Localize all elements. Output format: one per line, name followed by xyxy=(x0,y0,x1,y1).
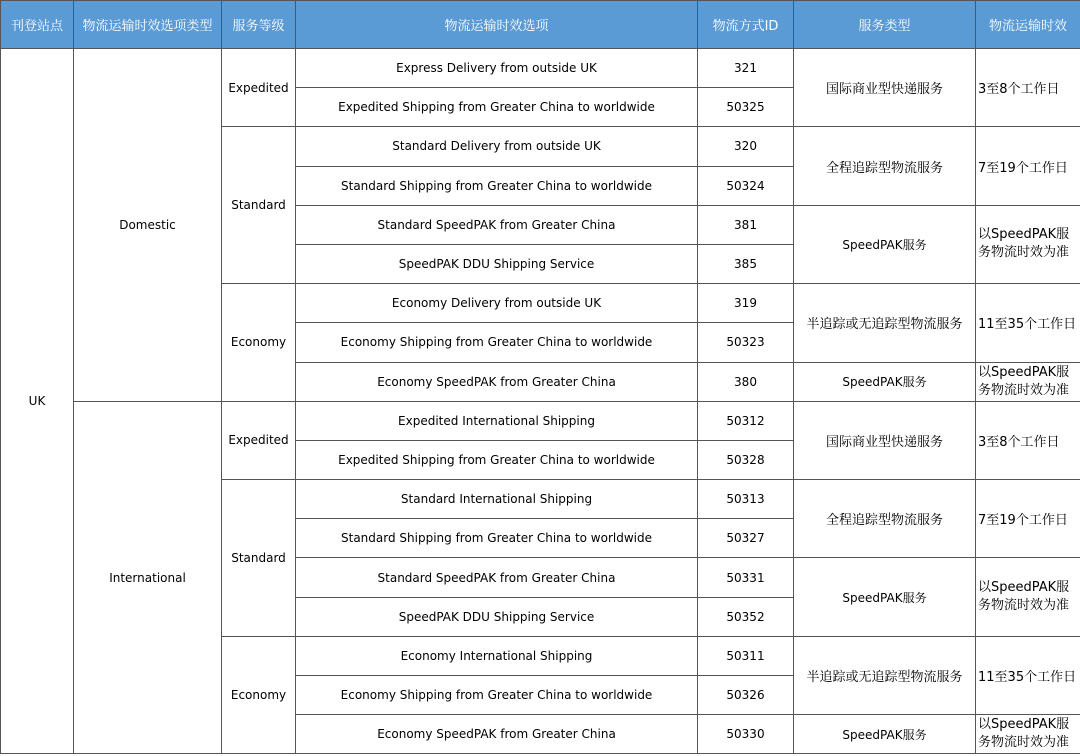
service-type-cell: SpeedPAK服务 xyxy=(794,205,976,283)
shipping-id-cell: 50328 xyxy=(698,440,794,479)
shipping-option-cell: Economy Shipping from Greater China to worldwide xyxy=(296,323,698,362)
option-type-cell: International xyxy=(74,401,222,754)
delivery-time-cell: 7至19个工作日 xyxy=(976,480,1080,558)
shipping-option-cell: Standard Shipping from Greater China to worldwide xyxy=(296,519,698,558)
shipping-id-cell: 381 xyxy=(698,205,794,244)
service-level-cell: Economy xyxy=(222,284,296,402)
header-delivery-time: 物流运输时效 xyxy=(976,1,1080,49)
delivery-time-cell: 11至35个工作日 xyxy=(976,636,1080,714)
shipping-id-cell: 320 xyxy=(698,127,794,166)
shipping-id-cell: 50311 xyxy=(698,636,794,675)
shipping-option-cell: Economy SpeedPAK from Greater China xyxy=(296,715,698,754)
shipping-id-cell: 50323 xyxy=(698,323,794,362)
delivery-time-cell: 3至8个工作日 xyxy=(976,401,1080,479)
shipping-option-cell: Economy SpeedPAK from Greater China xyxy=(296,362,698,401)
delivery-time-cell: 以SpeedPAK服务物流时效为准 xyxy=(976,558,1080,636)
table-row xyxy=(1,49,1080,88)
shipping-option-cell: Standard SpeedPAK from Greater China xyxy=(296,205,698,244)
shipping-option-cell: Express Delivery from outside UK xyxy=(296,49,698,88)
service-level-cell: Economy xyxy=(222,636,296,754)
shipping-id-cell: 50312 xyxy=(698,401,794,440)
shipping-id-cell: 50352 xyxy=(698,597,794,636)
shipping-option-cell: SpeedPAK DDU Shipping Service xyxy=(296,597,698,636)
header-service-type: 服务类型 xyxy=(794,1,976,49)
service-level-cell: Standard xyxy=(222,480,296,637)
delivery-time-cell: 7至19个工作日 xyxy=(976,127,1080,205)
header-service-level: 服务等级 xyxy=(222,1,296,49)
site-cell: UK xyxy=(1,49,74,754)
shipping-id-cell: 50330 xyxy=(698,715,794,754)
table-row xyxy=(1,401,1080,440)
service-type-cell: SpeedPAK服务 xyxy=(794,558,976,636)
service-level-cell: Standard xyxy=(222,127,296,284)
shipping-option-cell: Standard Shipping from Greater China to worldwide xyxy=(296,166,698,205)
shipping-option-cell: Economy Delivery from outside UK xyxy=(296,284,698,323)
service-type-cell: 国际商业型快递服务 xyxy=(794,401,976,479)
header-site: 刊登站点 xyxy=(1,1,74,49)
shipping-id-cell: 319 xyxy=(698,284,794,323)
shipping-id-cell: 50325 xyxy=(698,88,794,127)
service-type-cell: 半追踪或无追踪型物流服务 xyxy=(794,636,976,714)
shipping-id-cell: 50313 xyxy=(698,480,794,519)
shipping-id-cell: 321 xyxy=(698,49,794,88)
service-type-cell: 全程追踪型物流服务 xyxy=(794,480,976,558)
service-type-cell: 国际商业型快递服务 xyxy=(794,49,976,127)
delivery-time-cell: 以SpeedPAK服务物流时效为准 xyxy=(976,715,1080,754)
shipping-option-cell: Economy Shipping from Greater China to worldwide xyxy=(296,676,698,715)
shipping-id-cell: 380 xyxy=(698,362,794,401)
delivery-time-cell: 3至8个工作日 xyxy=(976,49,1080,127)
shipping-option-cell: Standard International Shipping xyxy=(296,480,698,519)
shipping-option-cell: Expedited International Shipping xyxy=(296,401,698,440)
shipping-id-cell: 385 xyxy=(698,244,794,283)
shipping-option-cell: Economy International Shipping xyxy=(296,636,698,675)
shipping-option-cell: Expedited Shipping from Greater China to worldwide xyxy=(296,440,698,479)
delivery-time-cell: 以SpeedPAK服务物流时效为准 xyxy=(976,205,1080,283)
shipping-id-cell: 50331 xyxy=(698,558,794,597)
delivery-time-cell: 11至35个工作日 xyxy=(976,284,1080,362)
shipping-id-cell: 50327 xyxy=(698,519,794,558)
delivery-time-cell: 以SpeedPAK服务物流时效为准 xyxy=(976,362,1080,401)
service-level-cell: Expedited xyxy=(222,401,296,479)
option-type-cell: Domestic xyxy=(74,49,222,402)
header-row xyxy=(1,1,1080,49)
header-option-type: 物流运输时效选项类型 xyxy=(74,1,222,49)
service-type-cell: SpeedPAK服务 xyxy=(794,362,976,401)
shipping-id-cell: 50324 xyxy=(698,166,794,205)
service-type-cell: SpeedPAK服务 xyxy=(794,715,976,754)
shipping-option-cell: SpeedPAK DDU Shipping Service xyxy=(296,244,698,283)
shipping-option-cell: Standard SpeedPAK from Greater China xyxy=(296,558,698,597)
shipping-option-cell: Standard Delivery from outside UK xyxy=(296,127,698,166)
service-type-cell: 全程追踪型物流服务 xyxy=(794,127,976,205)
service-level-cell: Expedited xyxy=(222,49,296,127)
header-shipping-option: 物流运输时效选项 xyxy=(296,1,698,49)
shipping-id-cell: 50326 xyxy=(698,676,794,715)
service-type-cell: 半追踪或无追踪型物流服务 xyxy=(794,284,976,362)
header-shipping-id: 物流方式ID xyxy=(698,1,794,49)
shipping-option-cell: Expedited Shipping from Greater China to worldwide xyxy=(296,88,698,127)
